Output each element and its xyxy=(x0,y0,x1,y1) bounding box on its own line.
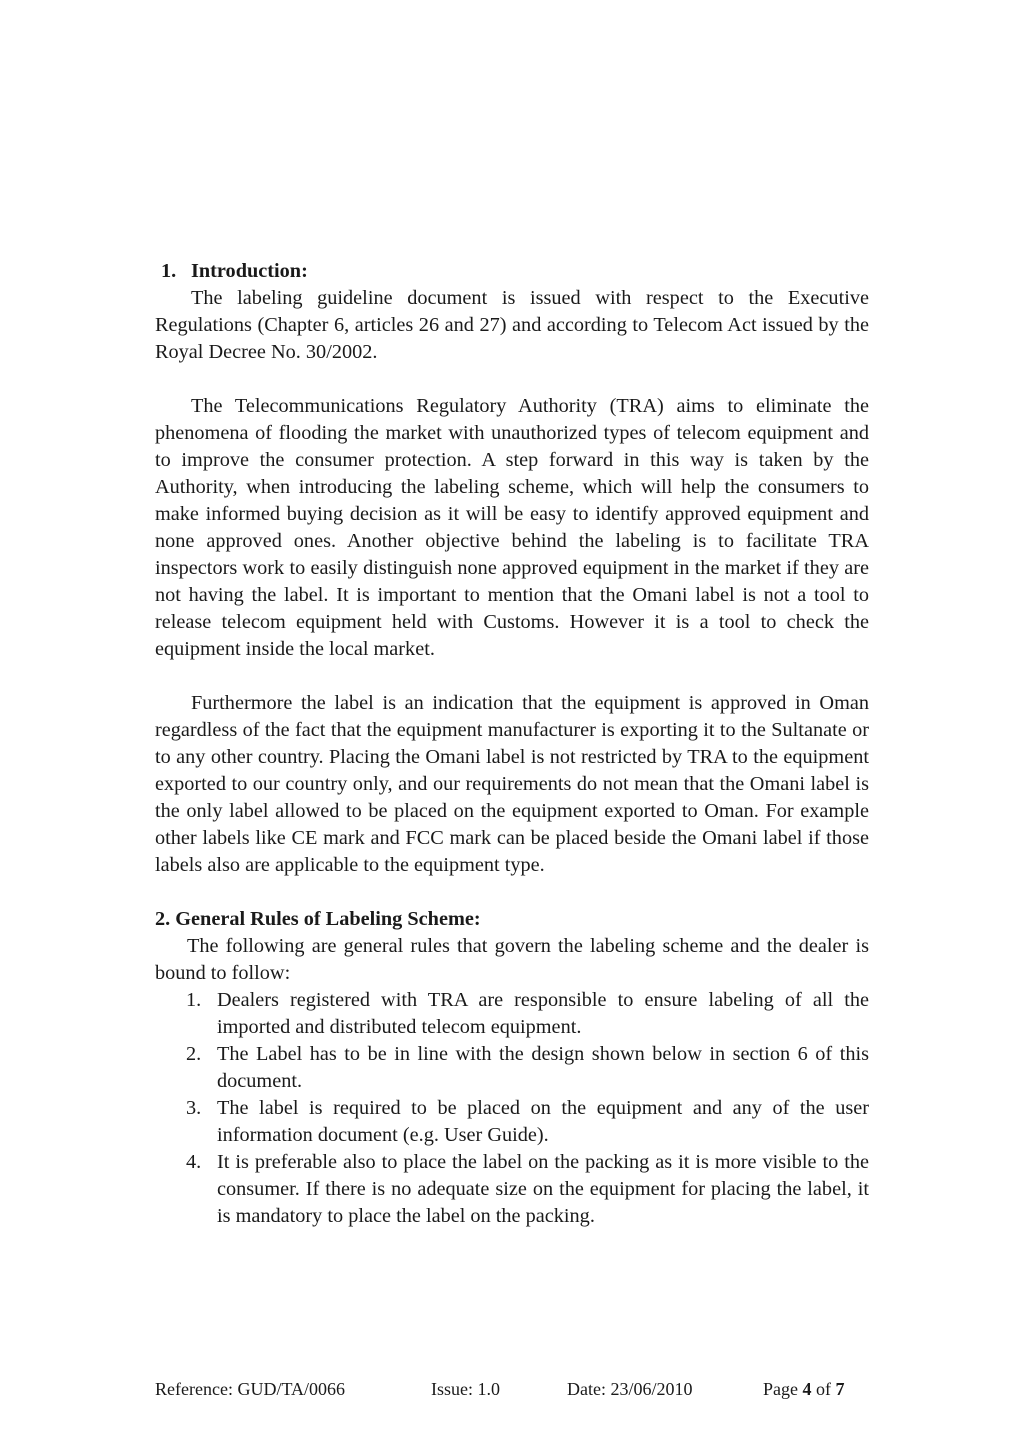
rule-text: The Label has to be in line with the design shown below in section 6 of this document. xyxy=(217,1043,869,1092)
rule-item xyxy=(155,1095,869,1149)
footer-page-of: of xyxy=(816,1379,831,1399)
rule-item xyxy=(155,987,869,1041)
footer-page-total: 7 xyxy=(835,1379,845,1399)
footer-issue: Issue: 1.0 xyxy=(431,1379,500,1399)
intro-paragraph-1: The labeling guideline document is issued with respect to the Executive Regulations (Chapter 6, articles 26 and 27) and according to Telecom Act issued by the Royal Decree No. 30/2002. xyxy=(155,287,869,363)
intro-paragraph-2: The Telecommunications Regulatory Authority (TRA) aims to eliminate the phenomena of flooding the market with unauthorized types of telecom equipment and to improve the consumer protection. A step forward in this way is taken by the Authority, when introducing the labeling scheme, which will help the consumers to make informed buying decision as it will be easy to identify approved equipment and none approved ones. Another objective behind the labeling is to facilitate TRA inspectors work to easily distinguish none approved equipment in the market if they are not having the label. It is important to mention that the Omani label is not a tool to release telecom equipment held with Customs. However it is a tool to check the equipment inside the local market. xyxy=(155,395,869,660)
rule-text: It is preferable also to place the label on the packing as it is more visible to the consumer. If there is no adequate size on the equipment for placing the label, it is mandatory to place the label on the packing. xyxy=(217,1151,869,1227)
section-1-number: 1. xyxy=(161,260,177,282)
page-body xyxy=(155,258,869,1230)
rule-number: 2. xyxy=(186,1043,202,1065)
intro-paragraph-3: Furthermore the label is an indication that the equipment is approved in Oman regardless of the fact that the equipment manufacturer is exporting it to the Sultanate or to any other country. Placing the Omani label is not restricted by TRA to the equipment exported to our country only, and our requirements do not mean that the Omani label is the only label allowed to be placed on the equipment exported to Oman. For example other labels like CE mark and FCC mark can be placed beside the Omani label if those labels also are applicable to the equipment type. xyxy=(155,692,869,876)
rule-item xyxy=(155,1041,869,1095)
footer-page-number xyxy=(763,1378,845,1400)
rule-number: 1. xyxy=(186,989,202,1011)
footer-page-current: 4 xyxy=(802,1379,812,1399)
rule-number: 4. xyxy=(186,1151,202,1173)
footer-page-label: Page xyxy=(763,1379,798,1399)
rule-number: 3. xyxy=(186,1097,202,1119)
rule-text: Dealers registered with TRA are responsible to ensure labeling of all the imported and distributed telecom equipment. xyxy=(217,989,869,1038)
footer-date: Date: 23/06/2010 xyxy=(567,1379,693,1399)
rules-list xyxy=(155,987,869,1230)
rule-item xyxy=(155,1149,869,1230)
footer-reference: Reference: GUD/TA/0066 xyxy=(155,1379,345,1399)
section-1-title: Introduction: xyxy=(191,260,308,282)
section-2-heading: 2. General Rules of Labeling Scheme: xyxy=(155,908,481,930)
section-1-heading xyxy=(155,258,869,285)
rule-text: The label is required to be placed on the equipment and any of the user information document (e.g. User Guide). xyxy=(217,1097,869,1146)
rules-intro-paragraph: The following are general rules that govern the labeling scheme and the dealer is bound to follow: xyxy=(155,935,869,984)
